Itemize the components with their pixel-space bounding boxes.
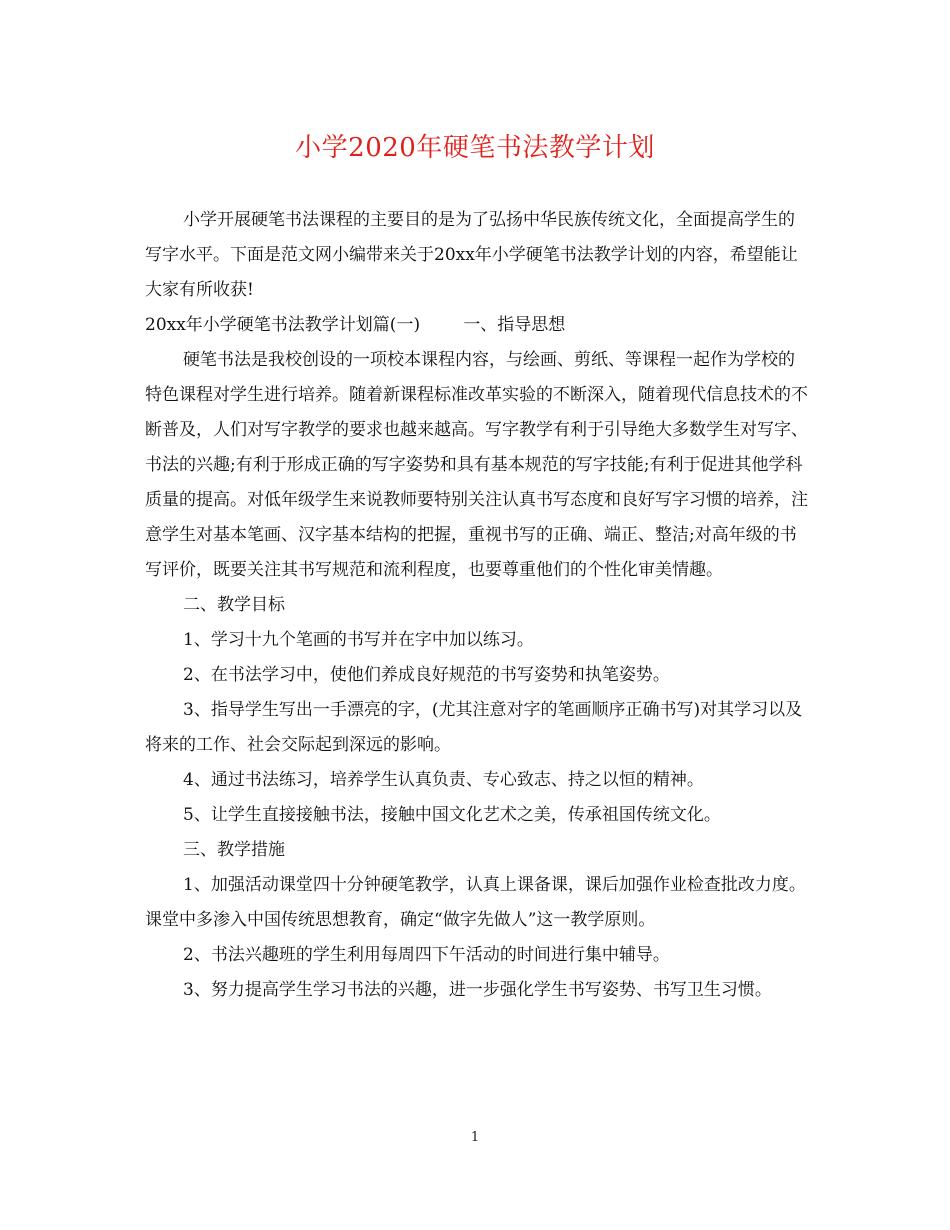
heading-teaching-goals: 二、教学目标 [183, 595, 285, 615]
document-body [145, 203, 810, 1008]
goal-item: 2、在书法学习中，使他们养成良好规范的书写姿势和执笔姿势。 [183, 665, 670, 685]
section-title: 20xx年小学硬笔书法教学计划篇(一) [145, 315, 421, 335]
goal-item: 1、学习十九个笔画的书写并在字中加以练习。 [183, 630, 534, 650]
goal-item: 5、让学生直接接触书法，接触中国文化艺术之美，传承祖国传统文化。 [183, 805, 721, 825]
measure-item: 1、加强活动课堂四十分钟硬笔教学，认真上课备课，课后加强作业检查批改力度。课堂中多渗入中国传统思想教育，确定“做字先做人”这一教学原则。 [145, 875, 806, 930]
measure-item: 2、书法兴趣班的学生利用每周四下午活动的时间进行集中辅导。 [183, 945, 670, 965]
measure-item: 3、努力提高学生学习书法的兴趣，进一步强化学生书写姿势、书写卫生习惯。 [183, 980, 772, 1000]
document-title: 小学2020年硬笔书法教学计划 [295, 133, 655, 163]
heading-guiding-thought: 一、指导思想 [463, 315, 566, 335]
section-gap [420, 315, 463, 335]
goal-item: 4、通过书法练习，培养学生认真负责、专心致志、持之以恒的精神。 [183, 770, 704, 790]
section-title-line [145, 308, 810, 343]
intro-paragraph: 小学开展硬笔书法课程的主要目的是为了弘扬中华民族传统文化，全面提高学生的写字水平。下面是范文网小编带来关于20xx年小学硬笔书法教学计划的内容，希望能让大家有所收获! [145, 210, 798, 300]
heading-teaching-measures: 三、教学措施 [183, 840, 285, 860]
goal-item: 3、指导学生写出一手漂亮的字，(尤其注意对字的笔画顺序正确书写)对其学习以及将来的工作、社会交际起到深远的影响。 [145, 700, 803, 755]
page-number: 1 [470, 1130, 480, 1145]
guiding-thought-paragraph: 硬笔书法是我校创设的一项校本课程内容，与绘画、剪纸、等课程一起作为学校的特色课程对学生进行培养。随着新课程标准改革实验的不断深入，随着现代信息技术的不断普及，人们对写字教学的要求也越来越高。写字教学有利于引导绝大多数学生对写字、书法的兴趣;有利于形成正确的写字姿势和具有基本规范的写字技能;有利于促进其他学科质量的提高。对低年级学生来说教师要特别关注认真书写态度和良好写字习惯的培养，注意学生对基本笔画、汉字基本结构的把握，重视书写的正确、端正、整洁;对高年级的书写评价，既要关注其书写规范和流利程度，也要尊重他们的个性化审美情趣。 [145, 350, 808, 580]
